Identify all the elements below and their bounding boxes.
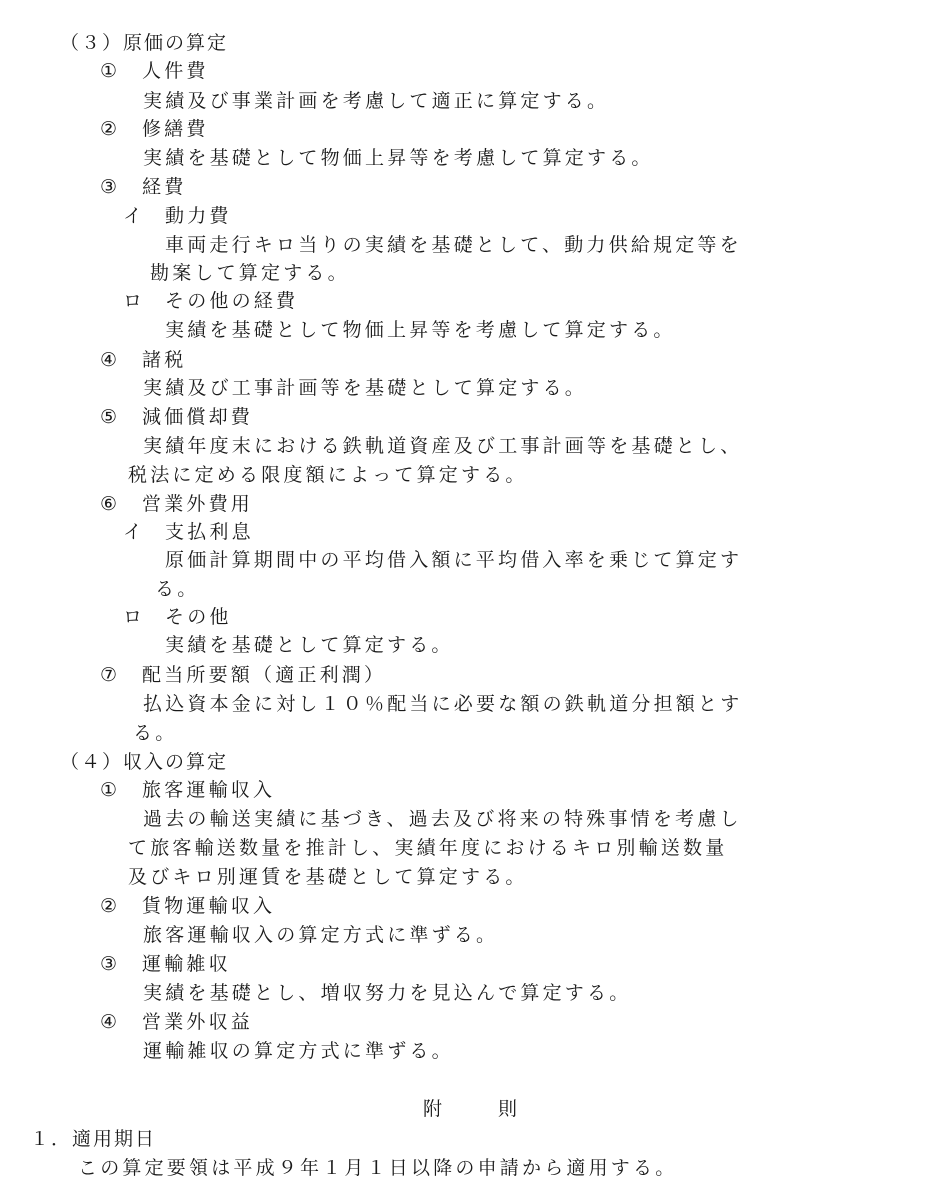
item-heading-shozei (100, 347, 186, 373)
supplementary-provisions-heading (0, 1096, 940, 1122)
subitem-title: 支払利息 (165, 521, 254, 543)
body-line: 過去の輸送実績に基づき、過去及び将来の特殊事情を考慮し (143, 808, 742, 830)
effective-date-text: この算定要領は平成９年１月１日以降の申請から適用する。 (78, 1157, 678, 1179)
item-heading-genkashokyakuhi (100, 404, 253, 430)
item-number: ④ (100, 349, 118, 371)
item-title: 営業外収益 (142, 1011, 254, 1033)
item-heading-eigyogai-hiyo (100, 491, 253, 517)
body-line: 勘案して算定する。 (150, 262, 350, 284)
body-line: 実績年度末における鉄軌道資産及び工事計画等を基礎とし、 (143, 435, 743, 457)
item-title: 貨物運輸収入 (142, 895, 276, 917)
body-line: 及びキロ別運賃を基礎として算定する。 (128, 866, 528, 888)
item-title: 減価償却費 (142, 406, 254, 428)
item-heading-haito-shoyogaku (100, 662, 386, 688)
subitem-mark: ロ (123, 606, 143, 628)
item-heading-eigyogai-shueki (100, 1009, 253, 1035)
item-title: 配当所要額（適正利潤） (142, 664, 387, 686)
subitem-mark: イ (123, 205, 143, 227)
item-title: 人件費 (142, 60, 209, 82)
effective-date-heading: １．適用期日 (30, 1128, 157, 1150)
subitem-mark: イ (123, 521, 143, 543)
item-number: ① (100, 779, 118, 801)
body-line: る。 (155, 578, 200, 600)
item-heading-kamotsu-unyu (100, 893, 275, 919)
body-line: 実績を基礎として算定する。 (165, 634, 454, 656)
heading-char: 則 (498, 1098, 518, 1120)
body-line: 実績を基礎とし、増収努力を見込んで算定する。 (143, 982, 632, 1004)
item-title: 運輸雑収 (142, 953, 231, 975)
body-line: 実績及び事業計画を考慮して適正に算定する。 (143, 90, 610, 112)
item-title: 経費 (142, 176, 187, 198)
body-line: る。 (133, 722, 178, 744)
subitem-heading-doryokuhi (123, 203, 232, 229)
item-title: 旅客運輸収入 (142, 779, 276, 801)
item-number: ② (100, 895, 118, 917)
subitem-title: その他 (165, 606, 232, 628)
body-line: 原価計算期間中の平均借入額に平均借入率を乗じて算定す (165, 549, 743, 571)
body-line: て旅客輸送数量を推計し、実績年度におけるキロ別輸送数量 (128, 837, 728, 859)
item-number: ③ (100, 953, 118, 975)
body-line: 旅客運輸収入の算定方式に準ずる。 (143, 924, 499, 946)
item-number: ① (100, 60, 118, 82)
item-heading-unyu-zatsushu (100, 951, 231, 977)
item-number: ④ (100, 1011, 118, 1033)
item-title: 修繕費 (142, 118, 209, 140)
body-line: 実績を基礎として物価上昇等を考慮して算定する。 (143, 147, 654, 169)
body-line: 実績及び工事計画等を基礎として算定する。 (143, 377, 588, 399)
item-heading-shuzenhi (100, 116, 209, 142)
item-number: ⑤ (100, 406, 118, 428)
section-3-heading: （３）原価の算定 (60, 32, 229, 54)
item-number: ⑥ (100, 493, 118, 515)
subitem-heading-sonota (123, 604, 232, 630)
body-line: 実績を基礎として物価上昇等を考慮して算定する。 (165, 319, 676, 341)
item-title: 諸税 (142, 349, 187, 371)
subitem-heading-sonota-keihi (123, 288, 298, 314)
item-number: ③ (100, 176, 118, 198)
body-line: 運輸雑収の算定方式に準ずる。 (143, 1040, 454, 1062)
item-heading-jinkenhi (100, 58, 209, 84)
item-title: 営業外費用 (142, 493, 254, 515)
body-line: 払込資本金に対し１０％配当に必要な額の鉄軌道分担額とす (143, 693, 743, 715)
body-line: 税法に定める限度額によって算定する。 (128, 464, 528, 486)
subitem-title: 動力費 (165, 205, 232, 227)
item-heading-ryokaku-unyu (100, 777, 275, 803)
subitem-mark: ロ (123, 290, 143, 312)
section-4-heading: （４）収入の算定 (60, 751, 229, 773)
subitem-heading-shiharai-risoku (123, 519, 254, 545)
subitem-title: その他の経費 (165, 290, 299, 312)
item-heading-keihi (100, 174, 186, 200)
body-line: 車両走行キロ当りの実績を基礎として、動力供給規定等を (165, 234, 742, 256)
item-number: ② (100, 118, 118, 140)
heading-char: 附 (422, 1098, 442, 1120)
item-number: ⑦ (100, 664, 118, 686)
